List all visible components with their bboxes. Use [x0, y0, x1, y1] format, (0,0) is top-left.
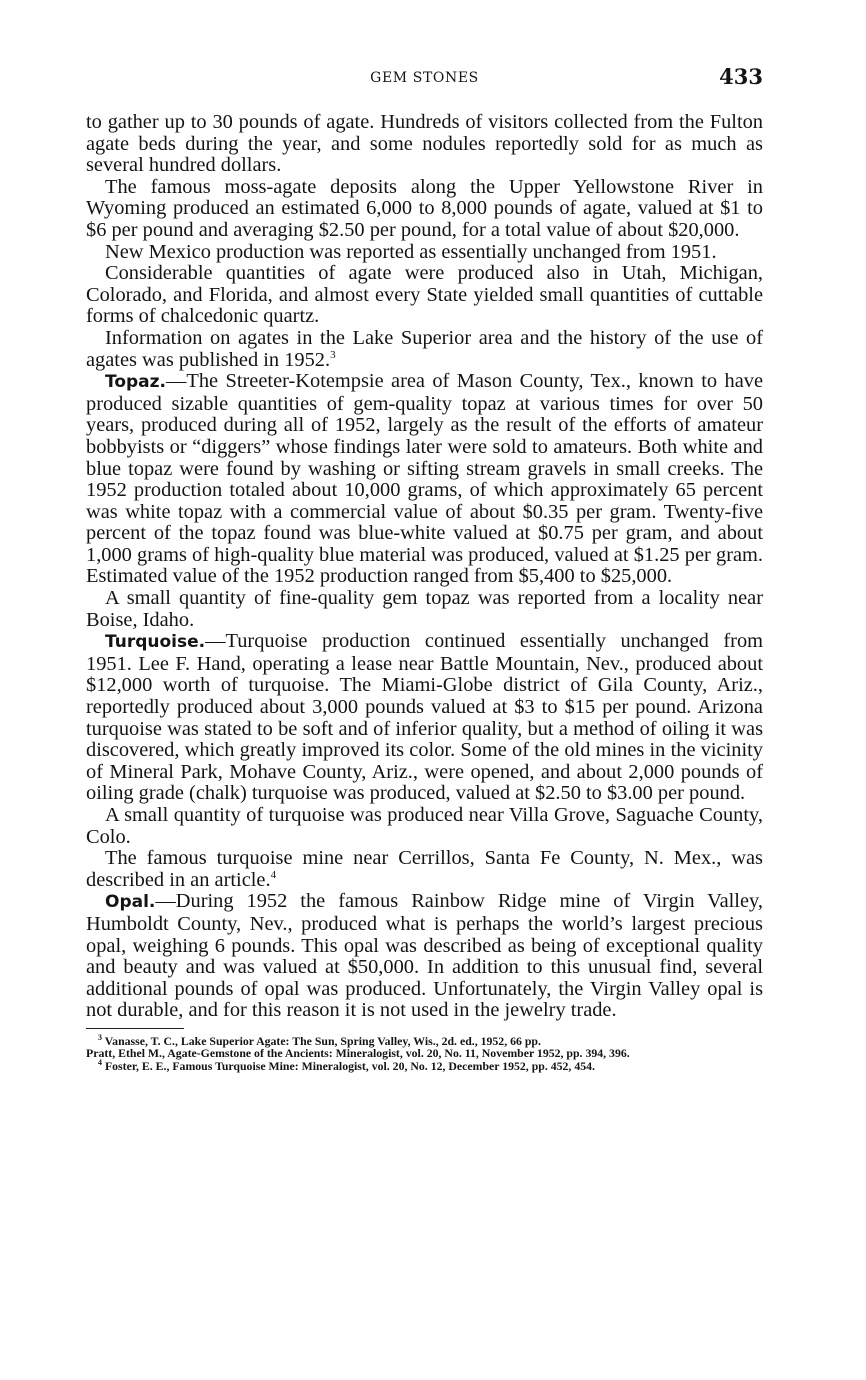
- page-number: 433: [719, 64, 763, 89]
- paragraph-text: Considerable quantities of agate were produced also in Utah, Michigan, Colorado, and Florida, and almost every State yielded small quantities of cuttable forms of chalcedonic quartz.: [86, 262, 763, 328]
- paragraph-text: New Mexico production was reported as essentially unchanged from 1951.: [105, 240, 717, 263]
- paragraph-text: The famous moss-agate deposits along the Upper Yellowstone River in Wyoming produced an estimated 6,000 to 8,000 pounds of agate, valued at $1 to $6 per pound and averaging $2.50 per pound, for a total value of about $20,000.: [86, 175, 763, 241]
- paragraph-moss-agate: [86, 177, 763, 242]
- paragraph-other-states: [86, 263, 763, 328]
- footnote-mark: 4: [98, 1058, 102, 1068]
- section-lead-topaz: Topaz.: [105, 372, 167, 393]
- footnote-reference: 3: [330, 348, 336, 361]
- paragraph-text: —The Streeter-Kotempsie area of Mason County, Tex., known to have produced sizable quantities of gem-quality topaz at various times for over 50 years, produced during all of 1952, largely as the result of the efforts of amateur bobbyists or “diggers” whose findings later were sold to amateurs. Both white and blue topaz were found by washing or sifting stream gravels in small creeks. The 1952 production totaled about 10,000 grams, of which approximately 65 percent was white topaz with a commercial value of about $0.35 per gram. Twenty-five percent of the topaz found was blue-white valued at $0.75 per gram, and about 1,000 grams of high-quality blue material was produced, valued at $1.25 per gram. Estimated value of the 1952 production ranged from $5,400 to $25,000.: [86, 370, 763, 588]
- paragraph-cerrillos: [86, 848, 763, 891]
- footnotes: [86, 1035, 763, 1073]
- paragraph-text: The famous turquoise mine near Cerrillos, Santa Fe County, N. Mex., was described in an article.: [86, 847, 763, 891]
- footnote: [86, 1060, 763, 1073]
- paragraph-text: to gather up to 30 pounds of agate. Hundreds of visitors collected from the Fulton agate beds during the year, and some nodules reportedly sold for as much as several hundred dollars.: [86, 111, 763, 177]
- paragraph-opal: [86, 891, 763, 1022]
- footnote-divider: [86, 1028, 184, 1029]
- paragraph-turquoise-colorado: [86, 805, 763, 848]
- footnote-text: Pratt, Ethel M., Agate-Gemstone of the Ancients: Mineralogist, vol. 20, No. 11, November 1952, pp. 394, 396.: [86, 1046, 630, 1061]
- paragraph-text: Information on agates in the Lake Superior area and the history of the use of agates was published in 1952.: [86, 326, 763, 371]
- footnote-text: Vanasse, T. C., Lake Superior Agate: The Sun, Spring Valley, Wis., 2d. ed., 1952, 66 pp.: [104, 1033, 541, 1048]
- paragraph-text: A small quantity of turquoise was produced near Villa Grove, Saguache County, Colo.: [86, 804, 763, 848]
- body-text: [86, 112, 763, 1022]
- paragraph-turquoise: [86, 631, 763, 805]
- footnote-text: Foster, E. E., Famous Turquoise Mine: Mineralogist, vol. 20, No. 12, December 1952, pp. 452, 454.: [104, 1058, 595, 1073]
- paragraph-text: —Turquoise production continued essentially unchanged from 1951. Lee F. Hand, operating a lease near Battle Mountain, Nev., produced about $12,000 worth of turquoise. The Miami-Globe district of Gila County, Ariz., reportedly produced about 3,000 pounds valued at $3 to $15 per pound. Arizona turquoise was stated to be soft and of inferior quality, but a method of oiling it was discovered, which greatly improved its color. Some of the old mines in the vicinity of Mineral Park, Mohave County, Ariz., were opened, and about 2,000 pounds of oiling grade (chalk) turquoise was produced, valued at $2.50 to $3.00 per pound.: [86, 630, 763, 805]
- paragraph-text: A small quantity of fine-quality gem topaz was reported from a locality near Boise, Idaho.: [86, 587, 763, 631]
- footnote-reference: 4: [270, 868, 277, 881]
- paragraph-text: —During 1952 the famous Rainbow Ridge mine of Virgin Valley, Humboldt County, Nev., produced what is perhaps the world’s largest precious opal, weighing 6 pounds. This opal was described as being of exceptional quality and beauty and was valued at $50,000. In addition to this unusual find, several additional pounds of opal was produced. Unfortunately, the Virgin Valley opal is not durable, and for this reason it is not used in the jewelry trade.: [86, 890, 763, 1022]
- running-head: [86, 64, 763, 94]
- running-title: GEM STONES: [370, 70, 479, 86]
- paragraph-topaz: [86, 371, 763, 588]
- page: [86, 64, 763, 1072]
- paragraph-agate-fulton: [86, 112, 763, 177]
- footnote-mark: 3: [98, 1033, 102, 1043]
- paragraph-new-mexico: [86, 242, 763, 264]
- section-lead-turquoise: Turquoise.: [105, 632, 206, 653]
- section-lead-opal: Opal.: [105, 892, 156, 913]
- paragraph-topaz-idaho: [86, 588, 763, 631]
- paragraph-lake-superior: [86, 328, 763, 371]
